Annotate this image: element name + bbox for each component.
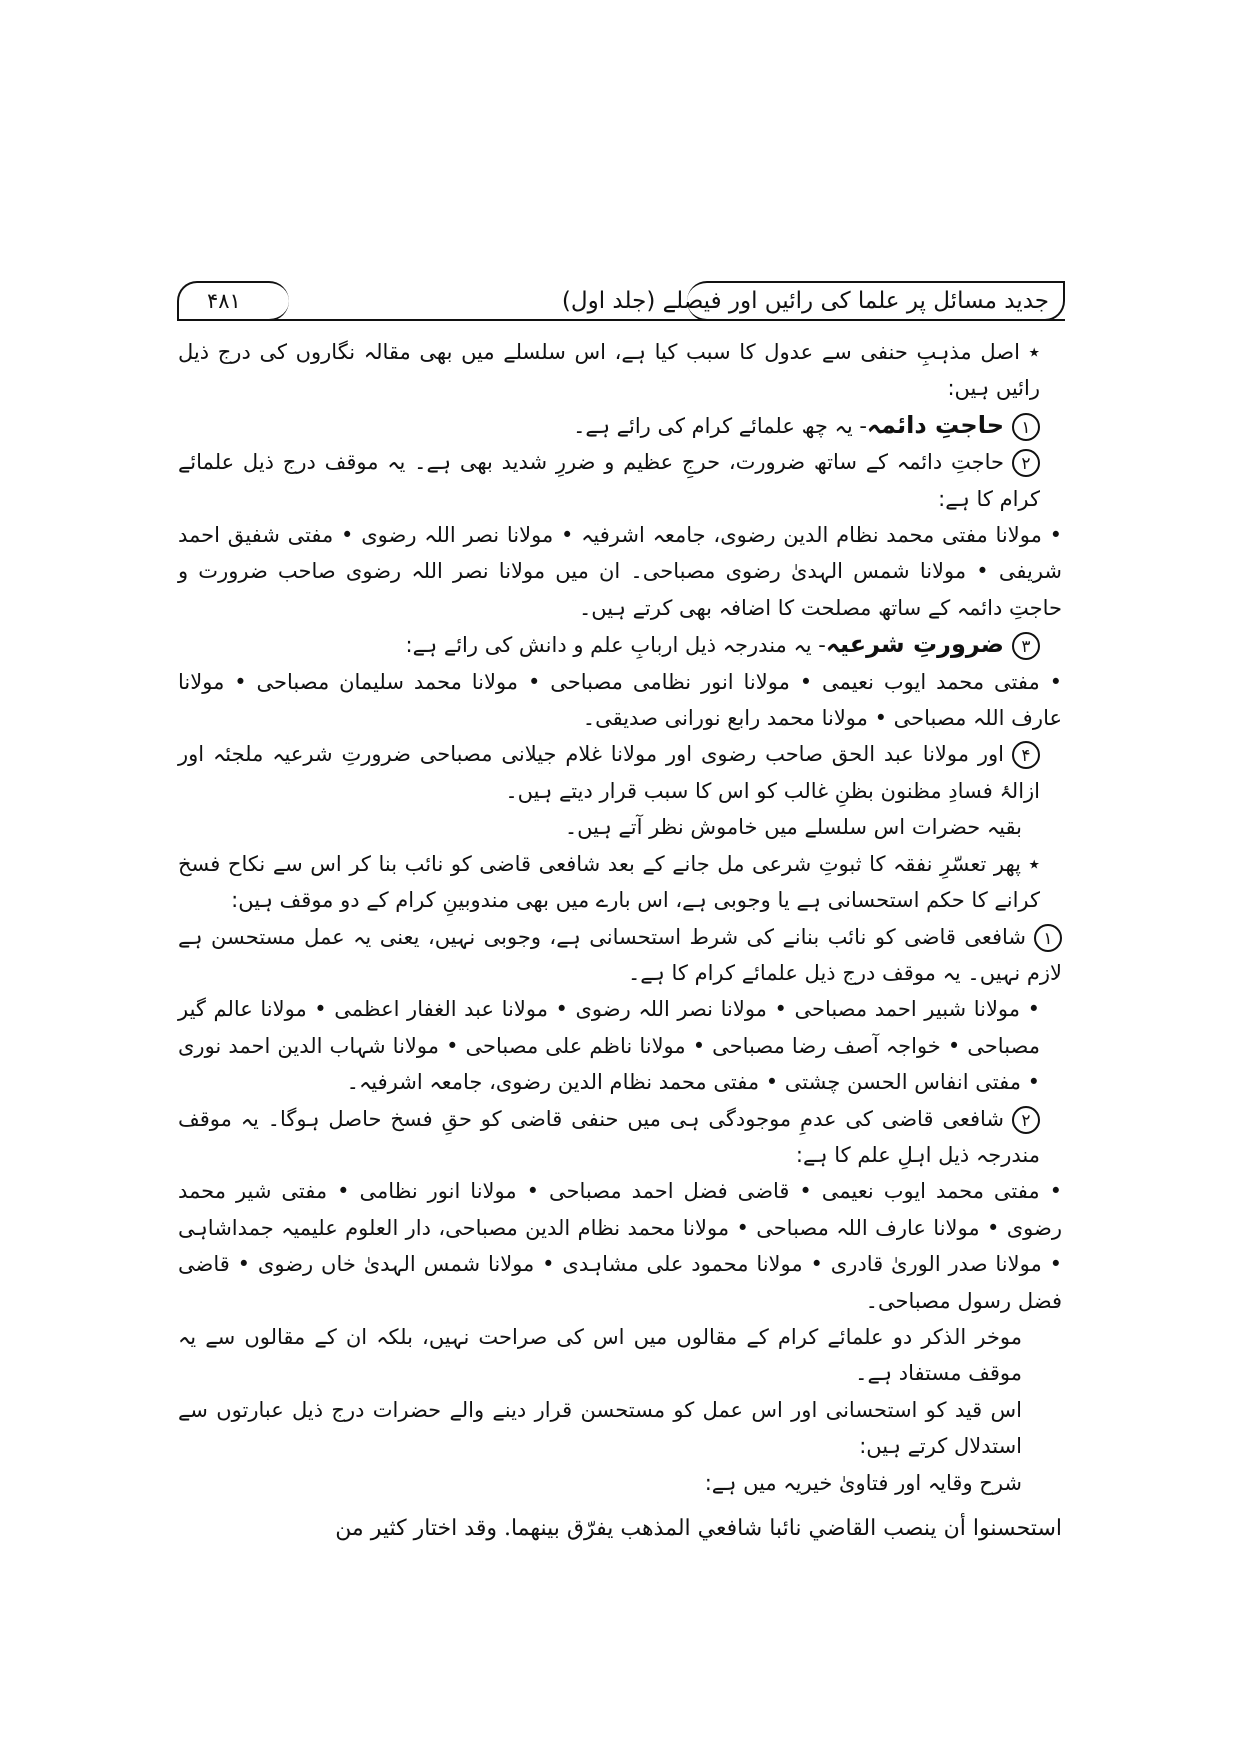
paragraph-scholars-list-3: • مولانا شبیر احمد مصباحی • مولانا نصر اللہ رضوی • مولانا عبد الغفار اعظمی • مولانا عالم گیر مصباحی • خواجہ آصف رضا مصباحی • مولانا ناظم علی مصباحی • مولانا شہاب الدین احمد نوری • مفتی انفاس الحسن چشتی • مفتی محمد نظام الدین رضوی، جامعہ اشرفیہ۔	[178, 997, 1040, 1095]
paragraph-evidence-intro: اس قید کو استحسانی اور اس عمل کو مستحسن قرار دینے والے حضرات درج ذیل عبارتوں سے استدلال کرتے ہیں:	[178, 1397, 1022, 1459]
page-header	[177, 281, 1065, 327]
item-number-circle: ۱	[1012, 413, 1040, 441]
paragraph-scholars-list-1: • مولانا مفتی محمد نظام الدین رضوی، جامعہ اشرفیہ • مولانا نصر اللہ رضوی • مفتی شفیق احمد شریفی • مولانا شمس الہدیٰ رضوی مصباحی۔ ان میں مولانا نصر اللہ رضوی صاحب ضرورت و حاجتِ دائمہ کے ساتھ مصلحت کا اضافہ بھی کرتے ہیں۔	[178, 523, 1062, 620]
paragraph-remaining-silent: بقیہ حضرات اس سلسلے میں خاموش نظر آتے ہیں۔	[564, 815, 1022, 840]
paragraph-text: شافعی قاضی کو نائب بنانے کی شرط استحسانی ہے، وجوبی نہیں، یعنی یہ عمل مستحسن ہے لازم نہیں۔ یہ موقف درج ذیل علمائے کرام کا ہے۔	[178, 924, 1062, 985]
header-title-frame	[561, 281, 1065, 321]
paragraph-opinion-3	[178, 626, 1062, 663]
paragraph-opinion-2	[178, 444, 1062, 517]
book-title: جدید مسائل پر علما کی رائیں اور فیصلے (جلد اول)	[561, 288, 1049, 314]
paragraph-note: موخر الذکر دو علمائے کرام کے مقالوں میں اس کی صراحت نہیں، بلکہ ان کے مقالوں سے یہ موقف مستفاد ہے۔	[178, 1324, 1022, 1386]
term-heading: ضرورتِ شرعیہ	[825, 630, 1004, 659]
item-number-circle: ۳	[1012, 632, 1040, 660]
page-body	[178, 334, 1062, 1547]
paragraph-opinion-4	[178, 736, 1062, 809]
arabic-quote: استحسنوا أن ينصب القاضي نائبا شافعي المذهب يفرّق بينهما. وقد اختار كثير من	[335, 1516, 1062, 1541]
paragraph-scholars-list-4: • مفتی محمد ایوب نعیمی • قاضی فضل احمد مصباحی • مولانا انور نظامی • مفتی شیر محمد رضوی • مولانا عارف اللہ مصباحی • مولانا محمد نظام الدین مصباحی، دار العلوم علیمیہ جمداشاہی • مولانا صدر الوریٰ قادری • مولانا محمود علی مشاہدی • مولانا شمس الہدیٰ خاں رضوی • قاضی فضل رسول مصباحی۔	[178, 1179, 1062, 1313]
paragraph-text: - یہ مندرجہ ذیل اربابِ علم و دانش کی رائے ہے:	[405, 633, 826, 658]
term-heading: حاجتِ دائمہ	[866, 410, 1004, 439]
item-number-circle: ۲	[1012, 1106, 1040, 1134]
paragraph-text: شافعی قاضی کی عدمِ موجودگی ہی میں حنفی قاضی کو حقِ فسخ حاصل ہوگا۔ یہ موقف مندرجہ ذیل اہلِ علم کا ہے:	[178, 1106, 1040, 1167]
paragraph-position-2	[178, 1101, 1062, 1174]
paragraph-scholars-list-2: • مفتی محمد ایوب نعیمی • مولانا انور نظامی مصباحی • مولانا محمد سلیمان مصباحی • مولانا عارف اللہ مصباحی • مولانا محمد رابع نورانی صدیقی۔	[178, 669, 1062, 731]
paragraph-reason-question: ٭ اصل مذہبِ حنفی سے عدول کا سبب کیا ہے، اس سلسلے میں بھی مقالہ نگاروں کی درج ذیل رائیں ہیں:	[178, 340, 1040, 401]
item-number-circle: ۱	[1034, 924, 1062, 952]
paragraph-opinion-1	[178, 407, 1062, 444]
paragraph-text: اور مولانا عبد الحق صاحب رضوی اور مولانا غلام جیلانی مصباحی ضرورتِ شرعیہ ملجئہ اور ازالۂ فسادِ مظنون بظنِ غالب کو اس کا سبب قرار دیتے ہیں۔	[178, 742, 1040, 803]
paragraph-text: حاجتِ دائمہ کے ساتھ ضرورت، حرجِ عظیم و ضررِ شدید بھی ہے۔ یہ موقف درج ذیل علمائے کرام کا ہے:	[178, 450, 1040, 511]
item-number-circle: ۲	[1012, 449, 1040, 477]
paragraph-position-1	[178, 919, 1062, 992]
header-rule	[177, 319, 1065, 321]
paragraph-text: - یہ چھ علمائے کرام کی رائے ہے۔	[573, 413, 867, 438]
paragraph-second-question: ٭ پھر تعسّرِ نفقہ کا ثبوتِ شرعی مل جانے کے بعد شافعی قاضی کو نائب بنا کر اس سے نکاح فسخ کرانے کا حکم استحسانی ہے یا وجوبی ہے، اس بارے میں بھی مندوبینِ کرام کے دو موقف ہیں:	[178, 851, 1040, 913]
page-number-frame	[177, 281, 289, 321]
page-number: ۴۸۱	[207, 289, 241, 313]
item-number-circle: ۴	[1012, 741, 1040, 769]
paragraph-source-citation: شرح وقایہ اور فتاویٰ خیریہ میں ہے:	[704, 1470, 1022, 1495]
